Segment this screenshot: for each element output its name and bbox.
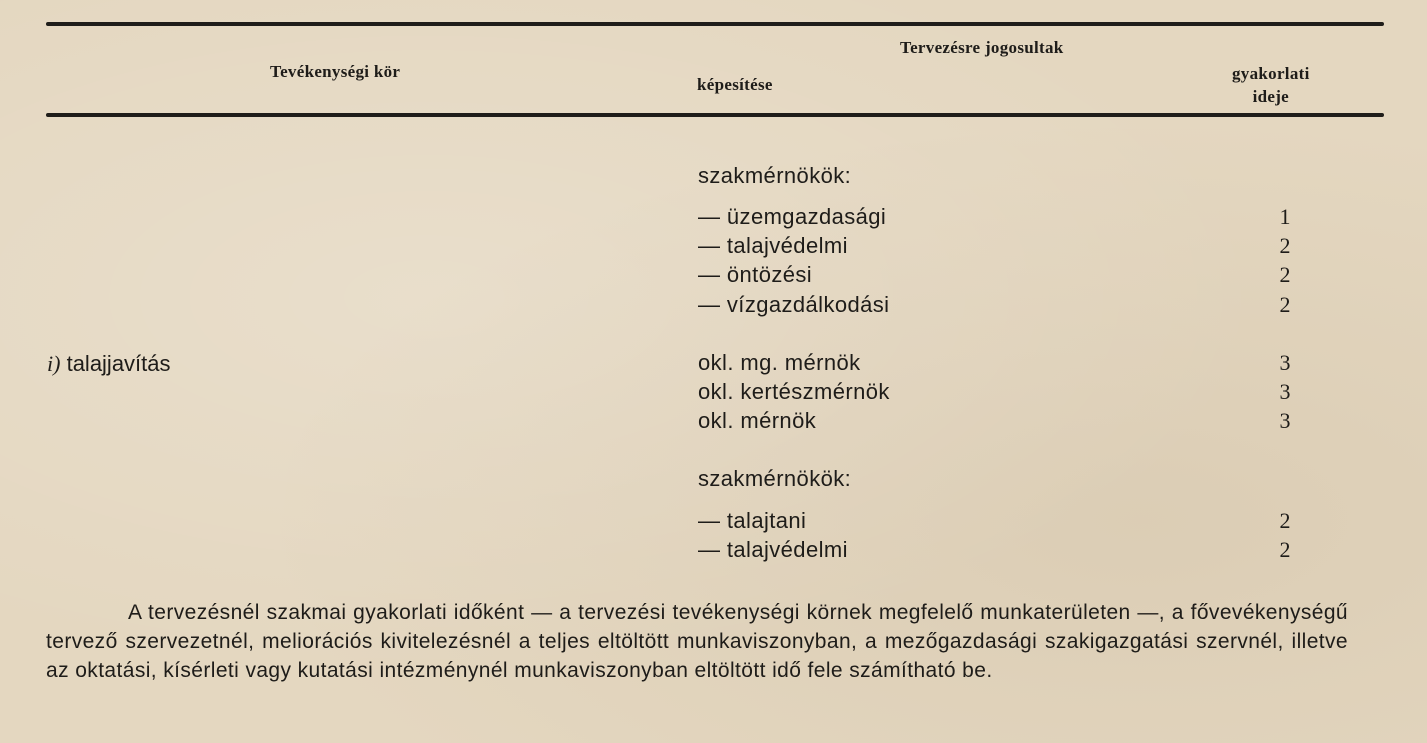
- qualification-item: — vízgazdálkodási: [698, 292, 890, 317]
- practice-years: 2: [1279, 292, 1291, 317]
- practice-years: 3: [1279, 350, 1291, 375]
- activity-letter: i): [47, 351, 61, 376]
- practice-years: 3: [1279, 408, 1291, 433]
- practice-years: 2: [1279, 508, 1291, 533]
- header-practice-line1: gyakorlati: [1232, 64, 1310, 83]
- qualification-heading: szakmérnökök:: [698, 466, 852, 491]
- practice-years: 3: [1279, 379, 1291, 404]
- header-practice-time: [1232, 62, 1310, 108]
- header-practice-line2: ideje: [1252, 87, 1290, 106]
- qualification-item: — öntözési: [698, 262, 813, 287]
- qualification-item: — üzemgazdasági: [698, 204, 887, 229]
- header-entitled: Tervezésre jogosultak: [900, 38, 1064, 57]
- qualification-item: — talajvédelmi: [698, 233, 848, 258]
- practice-years: 2: [1279, 537, 1291, 562]
- practice-years: 2: [1279, 233, 1291, 258]
- footnote-paragraph: [46, 598, 1348, 685]
- table-header-rule: [46, 113, 1384, 117]
- header-activity: Tevékenységi kör: [270, 62, 401, 81]
- qualification-heading: szakmérnökök:: [698, 163, 852, 188]
- header-qualification: képesítése: [697, 75, 773, 94]
- qualification-item: okl. kertészmérnök: [698, 379, 890, 404]
- activity-row-label: [47, 351, 171, 377]
- practice-years: 1: [1279, 204, 1291, 229]
- qualification-item: — talajvédelmi: [698, 537, 848, 562]
- footnote-text: A tervezésnél szakmai gyakorlati időként — a tervezési tevékenységi körnek megfelelő munkaterületen —, a fővevékenységű tervező szervezetnél, meliorációs kivitelezésnél a teljes eltöltött munkaviszonyban, a mezőgazdasági szakigazgatási szervnél, illetve az oktatási, kísérleti vagy kutatási intézménynél munkaviszonyban eltöltött idő fele számítható be.: [46, 601, 1348, 682]
- table-top-rule: [46, 22, 1384, 26]
- practice-years: 2: [1279, 262, 1291, 287]
- qualification-item: okl. mg. mérnök: [698, 350, 861, 375]
- qualification-item: okl. mérnök: [698, 408, 817, 433]
- qualification-item: — talajtani: [698, 508, 807, 533]
- activity-name: talajjavítás: [66, 351, 171, 376]
